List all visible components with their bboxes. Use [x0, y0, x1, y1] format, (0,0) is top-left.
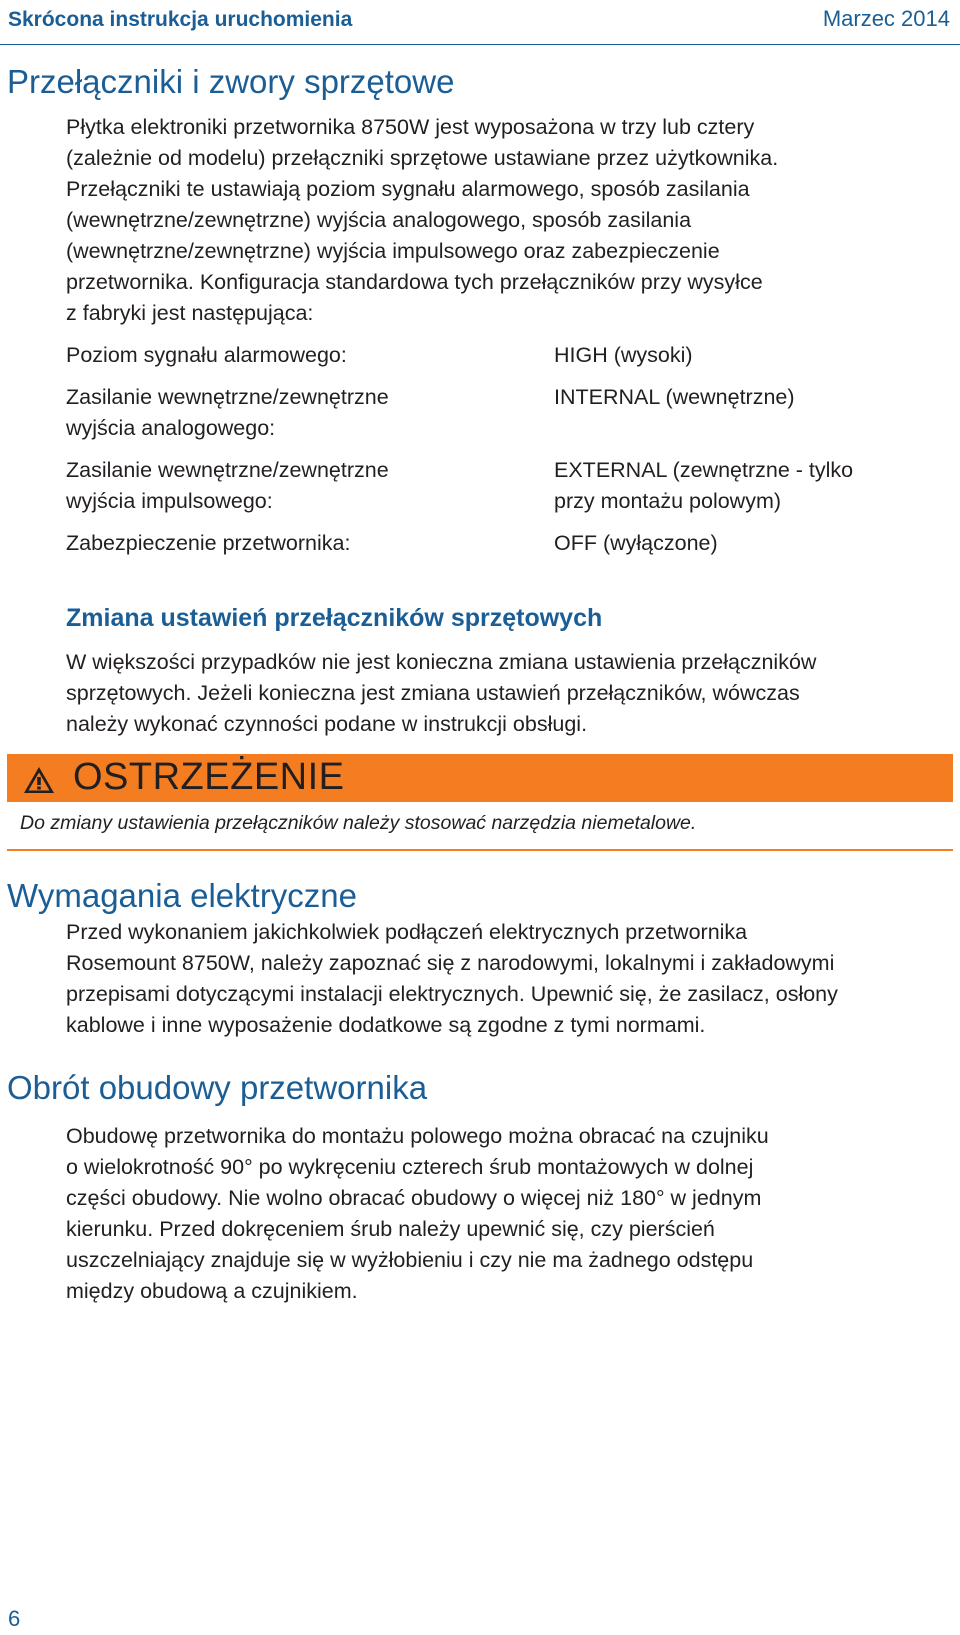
- page-header: [0, 0, 960, 45]
- config-label-analog-power: Zasilanie wewnętrzne/zewnętrzne wyjścia analogowego:: [66, 385, 389, 440]
- section-heading-housing-rotation: Obrót obudowy przetwornika: [7, 1069, 428, 1106]
- warning-triangle-icon: [23, 766, 55, 794]
- config-value-alarm: HIGH (wysoki): [554, 343, 693, 367]
- config-label-alarm: Poziom sygnału alarmowego:: [66, 343, 347, 367]
- subsection-change-switches-body: [66, 647, 946, 740]
- section-heading-electrical: Wymagania elektryczne: [7, 877, 358, 914]
- config-value-security: OFF (wyłączone): [554, 531, 718, 555]
- text-line: z fabryki jest następująca:: [66, 301, 314, 325]
- section-switches-body: [66, 112, 946, 329]
- text-line: części obudowy. Nie wolno obracać obudowy o więcej niż 180° w jednym: [66, 1186, 762, 1210]
- text-line: między obudową a czujnikiem.: [66, 1279, 358, 1303]
- text-line: Obudowę przetwornika do montażu polowego można obracać na czujniku: [66, 1124, 769, 1148]
- text-line: Płytka elektroniki przetwornika 8750W jest wyposażona w trzy lub cztery: [66, 115, 755, 139]
- warning-divider: [7, 849, 953, 851]
- text-line: należy wykonać czynności podane w instrukcji obsługi.: [66, 712, 588, 736]
- warning-text: Do zmiany ustawienia przełączników należy stosować narzędzia niemetalowe.: [20, 812, 697, 834]
- text-line: (wewnętrzne/zewnętrzne) wyjścia analogowego, sposób zasilania: [66, 208, 692, 232]
- page-number: 6: [8, 1606, 21, 1631]
- text-line: o wielokrotność 90° po wykręceniu czterech śrub montażowych w dolnej: [66, 1155, 754, 1179]
- header-title: Skrócona instrukcja uruchomienia: [8, 8, 353, 31]
- text-line: kablowe i inne wyposażenie dodatkowe są zgodne z tymi normami.: [66, 1013, 706, 1037]
- subsection-heading-change-switches: Zmiana ustawień przełączników sprzętowych: [66, 604, 603, 632]
- text-line: uszczelniający znajduje się w wyżłobieniu i czy nie ma żadnego odstępu: [66, 1248, 754, 1272]
- config-label-security: Zabezpieczenie przetwornika:: [66, 531, 351, 555]
- text-line: Rosemount 8750W, należy zapoznać się z narodowymi, lokalnymi i zakładowymi: [66, 951, 835, 975]
- text-line: sprzętowych. Jeżeli konieczna jest zmiana ustawień przełączników, wówczas: [66, 681, 800, 705]
- section-housing-rotation-body: [66, 1121, 946, 1307]
- section-electrical-body: [66, 917, 946, 1041]
- text-line: kierunku. Przed dokręceniem śrub należy upewnić się, czy pierścień: [66, 1217, 715, 1241]
- config-value-analog-power: INTERNAL (wewnętrzne): [554, 385, 795, 409]
- section-heading-switches: Przełączniki i zwory sprzętowe: [7, 63, 455, 100]
- text-line: przepisami dotyczącymi instalacji elektrycznych. Upewnić się, że zasilacz, osłony: [66, 982, 838, 1006]
- text-line: Przełączniki te ustawiają poziom sygnału alarmowego, sposób zasilania: [66, 177, 750, 201]
- config-label-pulse-power: Zasilanie wewnętrzne/zewnętrzne wyjścia impulsowego:: [66, 458, 389, 513]
- text-line: przetwornika. Konfiguracja standardowa tych przełączników przy wysyłce: [66, 270, 763, 294]
- config-value-pulse-power: EXTERNAL (zewnętrzne - tylko przy montażu polowym): [554, 458, 854, 513]
- text-line: W większości przypadków nie jest konieczna zmiana ustawienia przełączników: [66, 650, 817, 674]
- text-line: (wewnętrzne/zewnętrzne) wyjścia impulsowego oraz zabezpieczenie: [66, 239, 720, 263]
- text-line: Przed wykonaniem jakichkolwiek podłączeń elektrycznych przetwornika: [66, 920, 748, 944]
- text-line: (zależnie od modelu) przełączniki sprzętowe ustawiane przez użytkownika.: [66, 146, 779, 170]
- warning-banner: [7, 754, 953, 802]
- header-date: Marzec 2014: [822, 6, 950, 31]
- warning-title: OSTRZEŻENIE: [73, 756, 345, 798]
